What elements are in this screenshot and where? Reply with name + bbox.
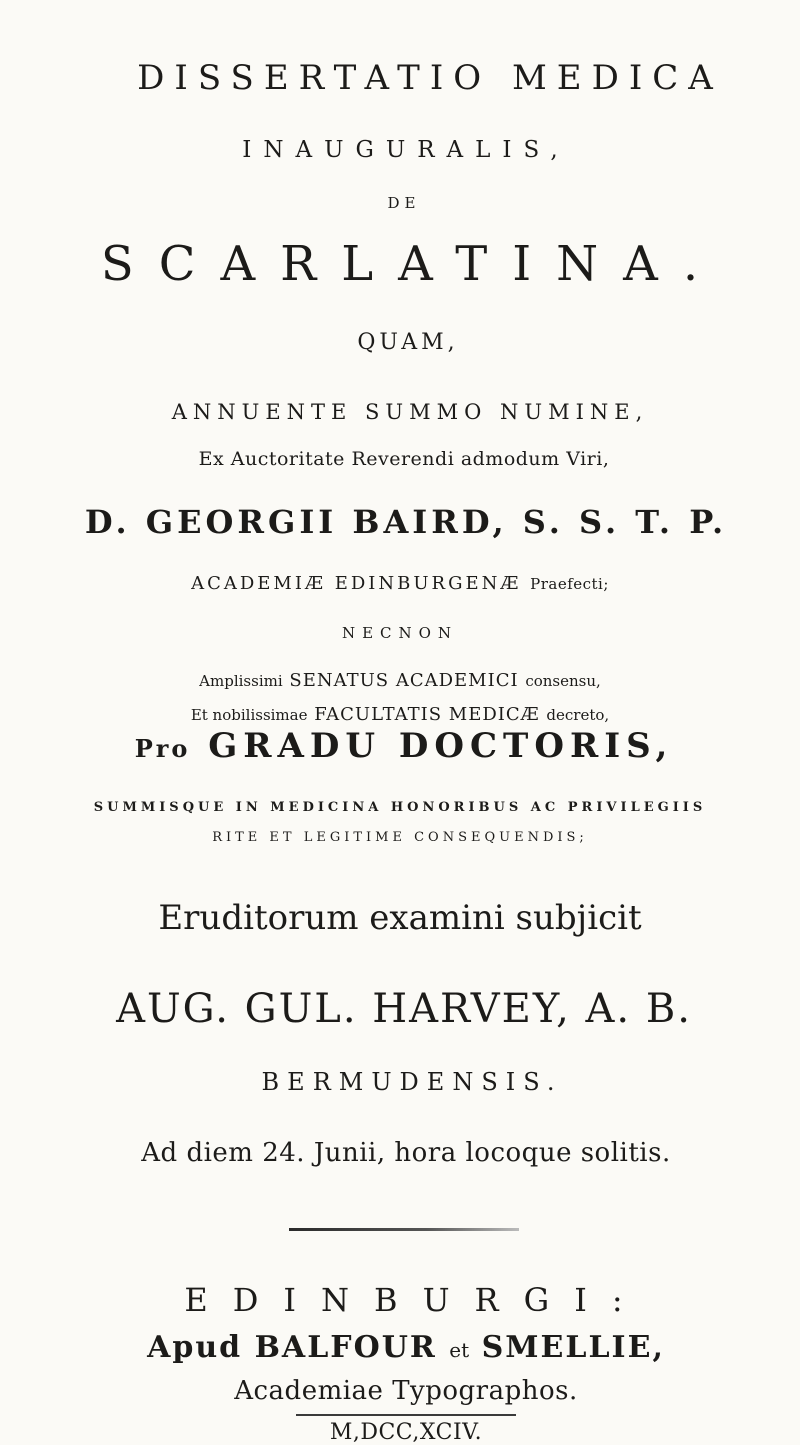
gradu-text: GRADU DOCTORIS,: [208, 726, 674, 766]
author-origin: BERMUDENSIS.: [261, 1068, 563, 1096]
nobilissimae-text: Et nobilissimae: [190, 706, 308, 724]
dissertation-title: DISSERTATIO MEDICA: [137, 58, 723, 98]
smellie-text: SMELLIE,: [481, 1330, 665, 1365]
decreto-text: decreto,: [546, 706, 610, 724]
typographos-line: Academiae Typographos.: [234, 1376, 578, 1406]
dissertation-subtitle: INAUGURALIS,: [242, 137, 570, 163]
ornamental-rule: [289, 1228, 519, 1231]
academy-line: [0, 573, 800, 594]
et-text: et: [449, 1338, 470, 1362]
topic-title: SCARLATINA.: [100, 236, 724, 292]
year-rule: [296, 1414, 516, 1416]
de-label: DE: [387, 194, 421, 212]
facultatis-text: FACULTATIS MEDICÆ: [314, 704, 540, 725]
amplissimi-text: Amplissimi: [199, 672, 283, 690]
balfour-text: BALFOUR: [254, 1330, 437, 1365]
principal-name: D. GEORGII BAIRD, S. S. T. P.: [84, 503, 728, 541]
eruditorum-line: Eruditorum examini subjicit: [158, 898, 642, 938]
necnon-line: NECNON: [341, 624, 459, 642]
summisque-line: SUMMISQUE IN MEDICINA HONORIBUS AC PRIVILEGIIS: [93, 800, 707, 815]
academy-name: ACADEMIÆ EDINBURGENÆ: [191, 573, 522, 594]
auctoritate-line: Ex Auctoritate Reverendi admodum Viri,: [198, 448, 610, 470]
printer-line: [6, 1330, 800, 1365]
senatus-text: SENATUS ACADEMICI: [289, 670, 519, 691]
gradu-line: [4, 726, 800, 766]
pro-text: Pro: [134, 734, 191, 763]
apud-text: Apud: [147, 1330, 243, 1365]
author-name: AUG. GUL. HARVEY, A. B.: [116, 986, 692, 1032]
rite-line: RITE ET LEGITIME CONSEQUENDIS;: [212, 830, 588, 845]
imprint-city: EDINBURGI:: [184, 1281, 648, 1319]
quam-label: QUAM,: [357, 330, 459, 355]
senatus-line: [0, 670, 800, 691]
date-line: Ad diem 24. Junii, hora locoque solitis.: [141, 1138, 671, 1168]
facultas-line: [0, 704, 800, 725]
praefecti-text: Praefecti;: [530, 575, 609, 593]
annuente-line: ANNUENTE SUMMO NUMINE,: [171, 400, 649, 424]
publication-year: M,DCC,XCIV.: [329, 1420, 483, 1445]
consensu-text: consensu,: [525, 672, 601, 690]
